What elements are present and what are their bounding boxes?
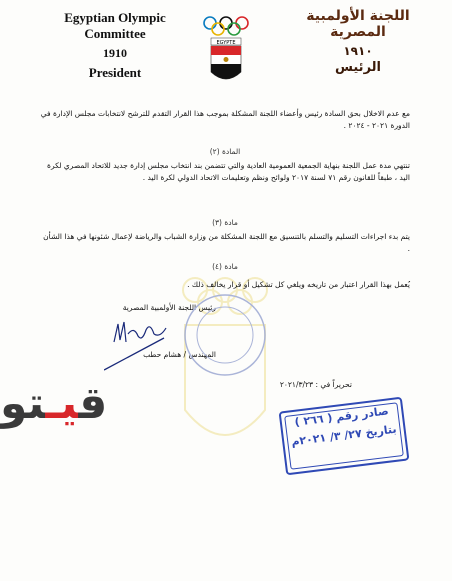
- header-arabic: [278, 8, 438, 75]
- stamp-number: صادر رقم ( ٢٦٦ ): [293, 404, 390, 429]
- paragraph-4: يُعمل بهذا القرار اعتبار من تاريخه ويلغي كل تشكيل أو قرار يخالف ذلك .: [187, 280, 410, 289]
- stamp-date: بتاريخ ٢٧/ ٣/ ٢٠٢١م: [290, 422, 398, 449]
- header-ar-title: اللجنة الأولمبية المصرية: [306, 8, 410, 40]
- paragraph-3: يتم بدء اجراءات التسليم والتسلم بالتنسيق مع اللجنة المشكلة من وزارة الشباب والرياضة لإعمال شئونها في هذا الشأن .: [43, 232, 410, 253]
- logo-label: EGYPTE: [216, 40, 236, 46]
- issue-date: تحريراً في : ٢٠٢١/٣/٢٣: [279, 380, 352, 389]
- header-en-role: President: [88, 65, 142, 80]
- header-english: [40, 10, 190, 81]
- olympic-logo-icon: [200, 14, 252, 88]
- brand-part-3: تو: [0, 378, 46, 429]
- header-ar-year: ١٩١٠: [343, 44, 373, 58]
- article-2-heading: المادة (٢): [209, 147, 241, 156]
- header-en-title: Egyptian Olympic Committee: [64, 10, 166, 41]
- brand-part-1: ق: [78, 378, 108, 429]
- article-4-heading: مادة (٤): [212, 262, 238, 271]
- seal-watermark-icon: [180, 290, 270, 380]
- signatory-name: المهندس / هشام حطب: [143, 350, 216, 359]
- brand-part-2: يـ: [45, 378, 79, 429]
- article-3-heading: مادة (٣): [212, 218, 238, 227]
- header-en-year: 1910: [103, 46, 127, 60]
- paragraph-1: مع عدم الاخلال بحق السادة رئيس وأعضاء اللجنة المشكلة بموجب هذا القرار التقدم للترشح لانتخابات مجلس الإدارة في الدورة ٢٠٢١ - ٢٠٢٤ .: [40, 109, 410, 130]
- handwritten-signature: [104, 312, 174, 372]
- signature-title: رئيس اللجنة الأولمبية المصرية: [122, 303, 216, 312]
- paragraph-2: تنتهي مدة عمل اللجنة بنهاية الجمعية العمومية العادية والتي تتضمن بند انتخاب مجلس إدارة جديد للاتحاد المصري لكرة اليد ، طبقاً للقانون رقم ٧١ لسنة ٢٠١٧ ولوائح ونظم وتعليمات الاتحاد الدولي لكرة اليد .: [47, 161, 410, 182]
- header-ar-role: الرئيس: [335, 60, 381, 75]
- site-brand-logo: [0, 378, 107, 429]
- outgoing-stamp: [279, 397, 410, 476]
